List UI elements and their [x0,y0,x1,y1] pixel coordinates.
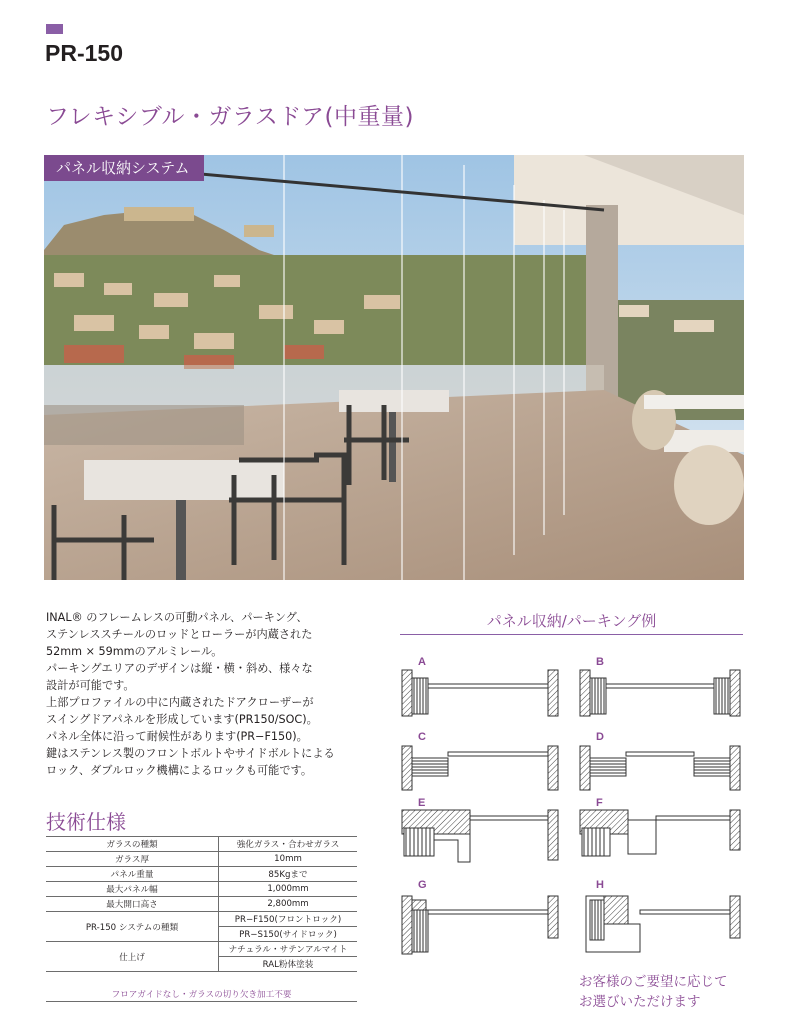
table-row [46,942,357,957]
description-line: 設計が可能です。 [46,679,135,692]
description-line: パーキングエリアのデザインは縦・横・斜め、様々な [46,662,313,675]
diagram-label-b: B [596,656,604,668]
diagram-label-e: E [418,797,426,809]
table-row [46,837,357,852]
diagram-label-h: H [596,879,604,891]
accent-square [46,24,63,34]
description-line: ステンレススチールのロッドとローラーが内蔵された [46,628,313,641]
spec-key: ガラス厚 [46,852,219,867]
description-line: INAL® のフレームレスの可動パネル、パーキング、 [46,611,308,624]
diagram-label-g: G [418,879,427,891]
description-line: パネル全体に沿って耐候性があります(PR−F150)。 [46,730,308,743]
spec-key: 最大パネル幅 [46,882,219,897]
table-row [46,897,357,912]
parking-diagrams [396,648,746,972]
description-line: ロック、ダブルロック機構によるロックも可能です。 [46,764,313,777]
table-row [46,852,357,867]
note-line: お客様のご要望に応じて [579,974,728,990]
page-title: フレキシブル・ガラスドア(中重量) [46,104,414,130]
diagram-label-f: F [596,797,603,809]
spec-key: 仕上げ [46,942,219,972]
description-line: 上部プロファイルの中に内蔵されたドアクローザーが [46,696,314,709]
spec-value: ナチュラル・サテンアルマイト [219,942,358,957]
divider [400,634,743,635]
description-line: 鍵はステンレス製のフロントボルトやサイドボルトによる [46,747,335,760]
diagram-label-a: A [418,656,426,668]
description-line: スイングドアパネルを形成しています(PR150/SOC)。 [46,713,318,726]
spec-value: 1,000mm [219,882,358,897]
diagram-label-d: D [596,731,604,743]
terrace-photo [44,155,744,580]
spec-key: パネル重量 [46,867,219,882]
diagram-label-c: C [418,731,426,743]
spec-value: 強化ガラス・合わせガラス [219,837,358,852]
divider [46,1001,357,1002]
note-line: お選びいただけます [579,994,701,1010]
spec-key: ガラスの種類 [46,837,219,852]
description [46,609,376,779]
panel-storage-tag: パネル収納システム [44,155,204,181]
model-name: PR-150 [45,40,123,66]
spec-value: 10mm [219,852,358,867]
table-row [46,867,357,882]
custom-note [579,972,728,1012]
spec-key: PR-150 システムの種類 [46,912,219,942]
spec-value: PR−F150(フロントロック) [219,912,358,927]
spec-value: RAL粉体塗装 [219,957,358,972]
spec-table [46,836,357,972]
spec-value: 2,800mm [219,897,358,912]
spec-heading: 技術仕様 [46,810,126,834]
table-row [46,882,357,897]
spec-value: 85Kgまで [219,867,358,882]
spec-value: PR−S150(サイドロック) [219,927,358,942]
diagram-heading: パネル収納/パーキング例 [486,612,657,630]
description-line: 52mm × 59mmのアルミレール。 [46,645,223,658]
spec-footnote: フロアガイドなし・ガラスの切り欠き加工不要 [111,990,292,1000]
spec-key: 最大開口高さ [46,897,219,912]
table-row [46,912,357,927]
